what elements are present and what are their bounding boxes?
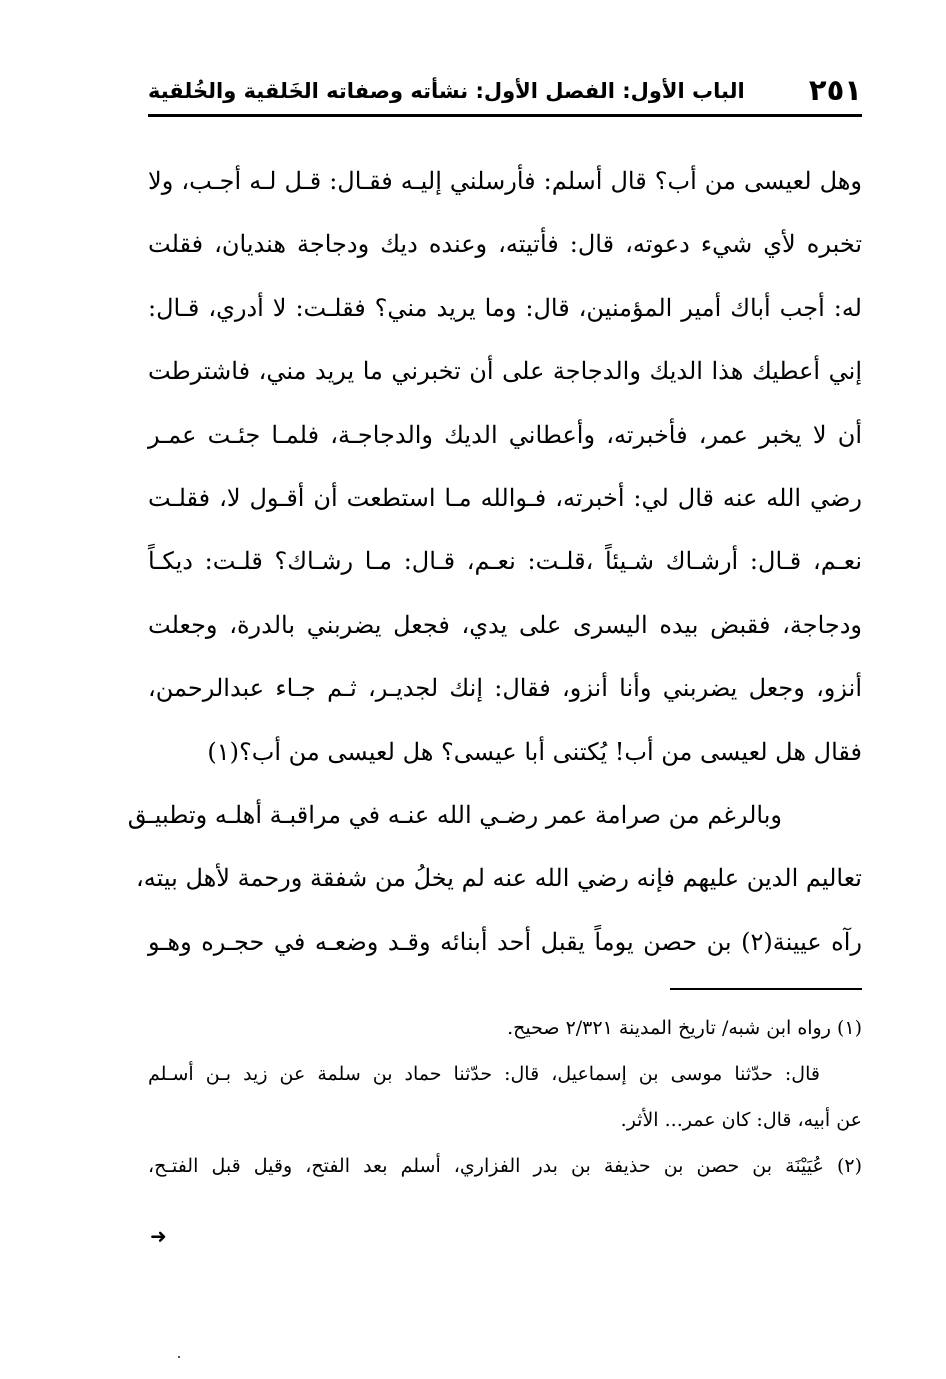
text-line: رضي الله عنه قال لي: أخبرته، فـوالله مـا استطعت أن أقـول لا، فقلـت <box>148 483 862 512</box>
text-line: له: أجب أباك أمير المؤمنين، قال: وما يريد مني؟ فقلـت: لا أدري، قـال: <box>148 293 862 322</box>
text-line: تخبره لأي شيء دعوته، قال: فأتيته، وعنده ديك ودجاجة هنديان، فقلت <box>148 230 862 259</box>
text-line: نعـم، قـال: أرشـاك شـيئاً ،قلـت: نعـم، قـال: مـا رشـاك؟ قلـت: ديكـاً <box>148 547 862 576</box>
scan-speck <box>178 1356 180 1358</box>
footnote-1-isnad-cont: عن أبيه، قال: كان عمر... الأثر. <box>620 1109 862 1131</box>
text-line: ودجاجة، فقبض بيده اليسرى على يدي، فجعل يضربني بالدرة، وجعلت <box>148 610 862 639</box>
main-text <box>127 150 862 974</box>
text-line: أنزو، وجعل يضربني وأنا أنزو، فقال: إنك لجديـر، ثـم جـاء عبدالرحمن، <box>148 674 862 703</box>
footnote-separator <box>670 988 862 990</box>
page-number: ٢٥١ <box>808 73 862 107</box>
text-line: أن لا يخبر عمر، فأخبرته، وأعطاني الديك والدجاجـة، فلمـا جئـت عمـر <box>148 420 862 449</box>
footnote-1-isnad: قال: حدّثنا موسى بن إسماعيل، قال: حدّثنا حماد بن سلمة عن زيد بـن أسـلم <box>148 1063 820 1085</box>
page-header <box>148 70 862 114</box>
running-title: الباب الأول: الفصل الأول: نشأته وصفاته الخَلقية والخُلقية <box>148 79 745 103</box>
paragraph-start-line: وبالرغم من صرامة عمر رضـي الله عنـه في مراقبـة أهلـه وتطبيـق <box>127 800 782 829</box>
footnote-1: (١) رواه ابن شبه/ تاريخ المدينة ٢/٣٢١ صحيح. <box>507 1017 862 1039</box>
header-rule <box>148 114 862 117</box>
text-line: إني أعطيك هذا الديك والدجاجة على أن تخبرني ما يريد مني، فاشترطت <box>148 357 862 386</box>
paragraph-end-line: فقال هل لعيسى من أب! يُكتنى أبا عيسى؟ هل لعيسى من أب؟(١) <box>207 737 862 766</box>
footnotes <box>148 1013 862 1181</box>
text-line: رآه عيينة(٢) بن حصن يوماً يقبل أحد أبنائه وقـد وضعـه في حجـره وهـو <box>148 927 862 956</box>
text-line: تعاليم الدين عليهم فإنه رضي الله عنه لم يخلُ من شفقة ورحمة لأهل بيته، <box>136 864 862 893</box>
text-line: وهل لعيسى من أب؟ قال أسلم: فأرسلني إليـه فقـال: قـل لـه أجـب، ولا <box>148 167 862 195</box>
footnote-2: (٢) عُيَيْنَة بن حصن بن حذيفة بن بدر الفزاري، أسلم بعد الفتح، وقيل قبل الفتـح، <box>148 1155 862 1177</box>
continue-arrow-icon: ➜ <box>150 1224 167 1248</box>
